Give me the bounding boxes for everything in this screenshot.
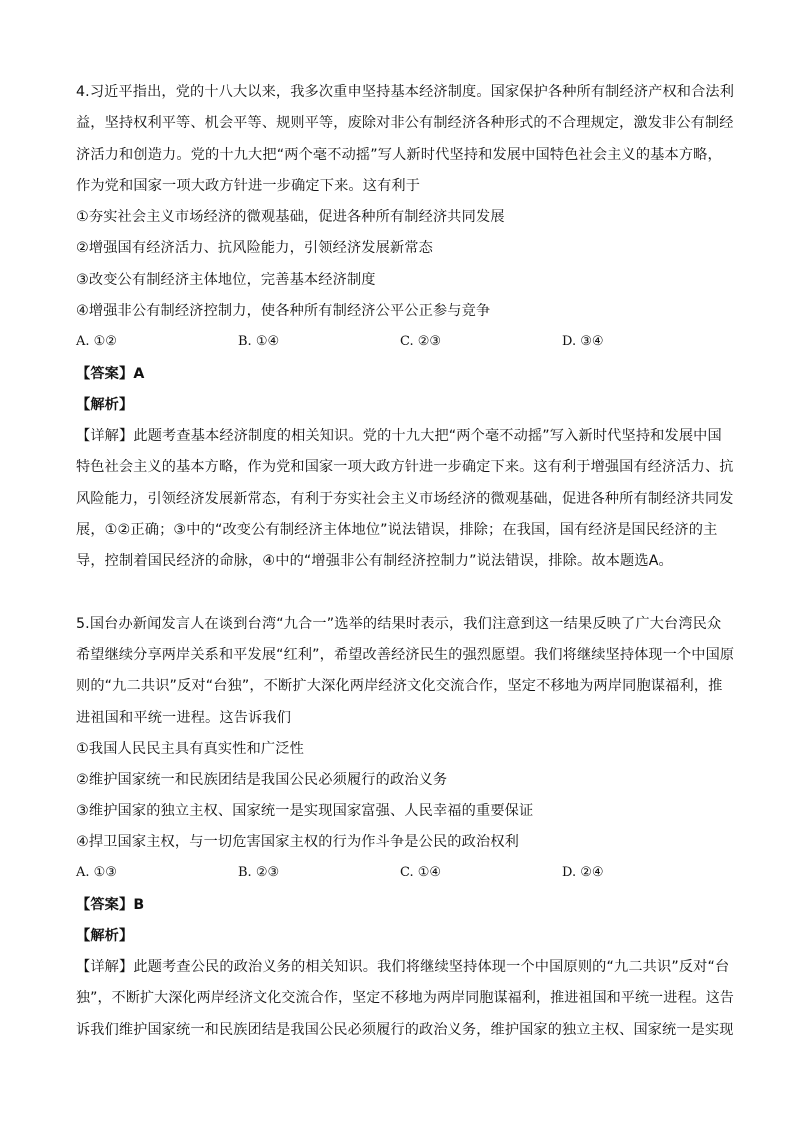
q4-answer: 【答案】A xyxy=(76,366,145,382)
q5-statement-2: ②维护国家统一和民族团结是我国公民必须履行的政治义务 xyxy=(76,772,448,788)
q5-analysis-label: 【解析】 xyxy=(76,928,134,944)
q4-option-a: A. ①② xyxy=(76,334,117,349)
q5-option-b: B. ②③ xyxy=(238,865,280,880)
q4-option-b: B. ①④ xyxy=(238,334,280,349)
q5-option-d: D. ②④ xyxy=(562,865,604,880)
q5-detail-line-2: 独”，不断扩大深化两岸经济文化交流合作，坚定不移地为两岸同胞谋福利，推进祖国和平统一进程。这告 xyxy=(76,990,735,1006)
q5-statement-3: ③维护国家的独立主权、国家统一是实现国家富强、人民幸福的重要保证 xyxy=(76,803,534,819)
q4-detail-line-4: 展，①②正确；③中的“改变公有制经济主体地位”说法错误，排除；在我国，国有经济是国民经济的主 xyxy=(76,522,718,538)
q4-statement-4: ④增强非公有制经济控制力，使各种所有制经济公平公正参与竞争 xyxy=(76,303,491,319)
q4-statement-2: ②增强国有经济活力、抗风险能力，引领经济发展新常态 xyxy=(76,240,433,256)
q5-stem-line-3: 则的“九二共识”反对“台独”，不断扩大深化两岸经济文化交流合作，坚定不移地为两岸同胞谋福利，推 xyxy=(76,678,723,694)
q4-option-c: C. ②③ xyxy=(400,334,442,349)
q4-option-d: D. ③④ xyxy=(562,334,604,349)
q5-answer: 【答案】B xyxy=(76,897,145,913)
q5-stem-line-4: 进祖国和平统一进程。这告诉我们 xyxy=(76,710,292,726)
q4-detail-line-3: 风险能力，引领经济发展新常态，有利于夯实社会主义市场经济的微观基础，促进各种所有制经济共同发 xyxy=(76,491,734,507)
q5-option-a: A. ①③ xyxy=(76,865,117,880)
q4-statement-1: ①夯实社会主义市场经济的微观基础，促进各种所有制经济共同发展 xyxy=(76,209,505,225)
q4-stem-line-2: 益，坚持权利平等、机会平等、规则平等，废除对非公有制经济各种形式的不合理规定，激发非公有制经 xyxy=(76,115,734,131)
q5-detail-line-3: 诉我们维护国家统一和民族团结是我国公民必须履行的政治义务，维护国家的独立主权、国家统一是实现 xyxy=(76,1022,734,1038)
q4-statement-3: ③改变公有制经济主体地位，完善基本经济制度 xyxy=(76,272,376,288)
q4-stem-line-3: 济活力和创造力。党的十九大把“两个毫不动摇”写人新时代坚持和发展中国特色社会主义的基本方略， xyxy=(76,147,722,163)
q4-detail-line-1: 【详解】此题考查基本经济制度的相关知识。党的十九大把“两个毫不动摇”写入新时代坚持和发展中国 xyxy=(76,428,722,444)
q4-detail-line-2: 特色社会主义的基本方略，作为党和国家一项大政方针进一步确定下来。这有利于增强国有经济活力、抗 xyxy=(76,459,734,475)
q4-detail-line-5: 导，控制着国民经济的命脉，④中的“增强非公有制经济控制力”说法错误，排除。故本题选A。 xyxy=(76,553,673,569)
q4-stem-line-4: 作为党和国家一项大政方针进一步确定下来。这有利于 xyxy=(76,178,421,194)
q5-stem-line-1: 5.国台办新闻发言人在谈到台湾“九合一”选举的结果时表示，我们注意到这一结果反映了广大台湾民众 xyxy=(76,616,722,632)
q5-statement-1: ①我国人民民主具有真实性和广泛性 xyxy=(76,741,304,757)
q4-analysis-label: 【解析】 xyxy=(76,397,134,413)
q4-stem-line-1: 4.习近平指出，党的十八大以来，我多次重申坚持基本经济制度。国家保护各种所有制经济产权和合法利 xyxy=(76,84,735,100)
q5-detail-line-1: 【详解】此题考查公民的政治义务的相关知识。我们将继续坚持体现一个中国原则的“九二共识”反对“台 xyxy=(76,959,730,975)
q5-stem-line-2: 希望继续分享两岸关系和平发展“红利”，希望改善经济民生的强烈愿望。我们将继续坚持体现一个中国原 xyxy=(76,647,735,663)
q5-option-c: C. ①④ xyxy=(400,865,442,880)
q5-statement-4: ④捍卫国家主权，与一切危害国家主权的行为作斗争是公民的政治权利 xyxy=(76,834,519,850)
